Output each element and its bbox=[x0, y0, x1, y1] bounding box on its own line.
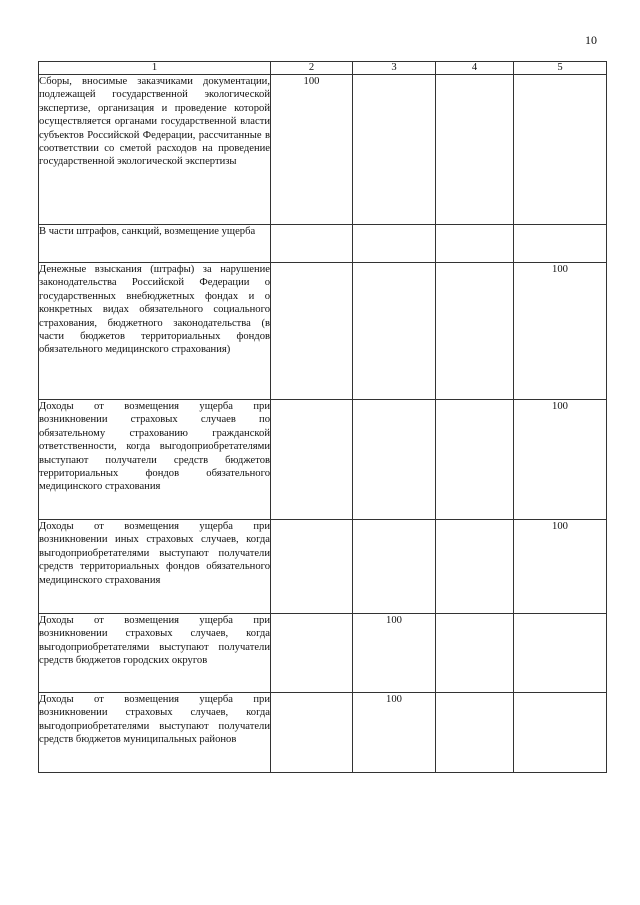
row-description: Доходы от возмещения ущерба при возникновении иных страховых случаев, когда выгодоприобретателями выступают получатели средств территориальных фондов обязательного медицинского страхования bbox=[39, 520, 271, 614]
row-value-col3: 100 bbox=[353, 693, 436, 773]
row-description: Доходы от возмещения ущерба при возникновении страховых случаев, когда выгодоприобретателями выступают получатели средств бюджетов городских округов bbox=[39, 614, 271, 693]
row-value-col2 bbox=[271, 225, 353, 263]
row-value-col5: 100 bbox=[514, 263, 607, 400]
table-row bbox=[39, 400, 607, 520]
column-header-3: 3 bbox=[353, 62, 436, 75]
row-value-col5 bbox=[514, 225, 607, 263]
row-description: Денежные взыскания (штрафы) за нарушение законодательства Российской Федерации о государственных внебюджетных фондах и о конкретных видах обязательного социального страхования, бюджетного законодательства (в части бюджетов территориальных фондов обязательного медицинского страхования) bbox=[39, 263, 271, 400]
row-value-col2 bbox=[271, 400, 353, 520]
row-value-col5: 100 bbox=[514, 400, 607, 520]
row-value-col4 bbox=[436, 263, 514, 400]
row-value-col3 bbox=[353, 225, 436, 263]
row-value-col4 bbox=[436, 614, 514, 693]
row-value-col3 bbox=[353, 400, 436, 520]
row-value-col3 bbox=[353, 263, 436, 400]
row-value-col2 bbox=[271, 520, 353, 614]
row-value-col5 bbox=[514, 693, 607, 773]
header-row bbox=[39, 62, 607, 75]
row-value-col4 bbox=[436, 520, 514, 614]
revenue-distribution-table bbox=[38, 61, 607, 773]
column-header-2: 2 bbox=[271, 62, 353, 75]
row-value-col5 bbox=[514, 614, 607, 693]
row-value-col4 bbox=[436, 225, 514, 263]
row-value-col3 bbox=[353, 520, 436, 614]
column-header-4: 4 bbox=[436, 62, 514, 75]
row-value-col5: 100 bbox=[514, 520, 607, 614]
row-value-col4 bbox=[436, 75, 514, 225]
row-value-col2 bbox=[271, 614, 353, 693]
table-row bbox=[39, 693, 607, 773]
row-value-col3 bbox=[353, 75, 436, 225]
row-description: В части штрафов, санкций, возмещение ущерба bbox=[39, 225, 271, 263]
row-value-col2: 100 bbox=[271, 75, 353, 225]
page-number: 10 bbox=[585, 33, 597, 47]
row-description: Сборы, вносимые заказчиками документации, подлежащей государственной экологической экспертизе, организация и проведение которой осуществляется органами государственной власти субъектов Российской Федерации, рассчитанные в соответствии со сметой расходов на проведение государственной экологической экспертизы bbox=[39, 75, 271, 225]
row-description: Доходы от возмещения ущерба при возникновении страховых случаев, когда выгодоприобретателями выступают получатели средств бюджетов муниципальных районов bbox=[39, 693, 271, 773]
row-description: Доходы от возмещения ущерба при возникновении страховых случаев по обязательному страхованию гражданской ответственности, когда выгодоприобретателями выступают получатели средств бюджетов территориальных фондов обязательного медицинского страхования bbox=[39, 400, 271, 520]
row-value-col4 bbox=[436, 400, 514, 520]
row-value-col2 bbox=[271, 693, 353, 773]
row-value-col5 bbox=[514, 75, 607, 225]
table-row bbox=[39, 614, 607, 693]
table-row bbox=[39, 263, 607, 400]
row-value-col3: 100 bbox=[353, 614, 436, 693]
row-value-col4 bbox=[436, 693, 514, 773]
table-row bbox=[39, 75, 607, 225]
column-header-1: 1 bbox=[39, 62, 271, 75]
column-header-5: 5 bbox=[514, 62, 607, 75]
table-row bbox=[39, 520, 607, 614]
row-value-col2 bbox=[271, 263, 353, 400]
table-row bbox=[39, 225, 607, 263]
